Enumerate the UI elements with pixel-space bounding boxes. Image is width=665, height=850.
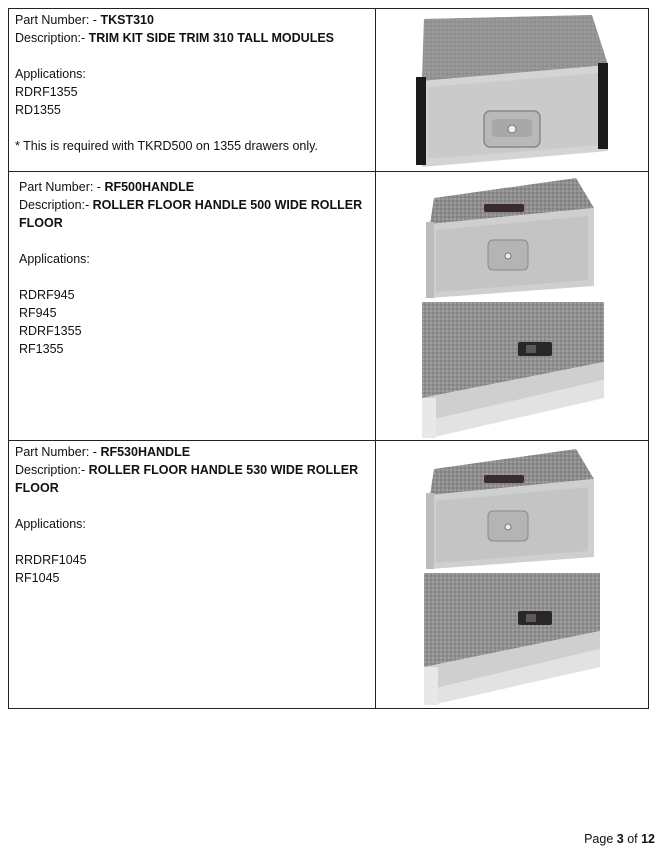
total-pages: 12 — [641, 832, 655, 846]
product-info-cell — [9, 441, 376, 709]
product-info — [9, 441, 375, 589]
description-value: ROLLER FLOOR HANDLE 500 WIDE ROLLER — [92, 198, 363, 212]
drawer-handle-photo — [426, 445, 596, 569]
product-image-cell — [376, 441, 649, 709]
application-item: RD1355 — [15, 103, 61, 117]
description-value-continued: FLOOR — [19, 216, 63, 230]
description-label: Description:- — [19, 198, 93, 212]
application-item: RF945 — [19, 306, 57, 320]
application-item: RF1045 — [15, 571, 60, 585]
applications-label: Applications: — [15, 67, 86, 81]
description-value-continued: FLOOR — [15, 481, 59, 495]
part-number-label: Part Number: - — [15, 445, 101, 459]
application-item: RDRF945 — [19, 288, 75, 302]
applications-label: Applications: — [15, 517, 86, 531]
description-label: Description:- — [15, 463, 89, 477]
part-number-line — [15, 443, 369, 461]
page-footer — [584, 832, 655, 846]
description-value: ROLLER FLOOR HANDLE 530 WIDE ROLLER — [88, 463, 359, 477]
parts-table — [8, 8, 649, 709]
page-of-label: of — [623, 832, 642, 846]
product-info — [9, 9, 375, 157]
part-number-label: Part Number: - — [19, 180, 105, 194]
product-note: * This is required with TKRD500 on 1355 drawers only. — [15, 139, 318, 153]
product-info — [9, 172, 375, 360]
part-number-value: RF530HANDLE — [100, 445, 191, 459]
part-number-value: TKST310 — [100, 13, 154, 27]
current-page: 3 — [616, 832, 624, 846]
part-number-line — [19, 178, 369, 196]
description-label: Description:- — [15, 31, 89, 45]
description-value: TRIM KIT SIDE TRIM 310 TALL MODULES — [88, 31, 335, 45]
product-image-cell — [376, 9, 649, 172]
description-line-continued — [15, 479, 369, 497]
product-image-cell — [376, 172, 649, 441]
description-line — [15, 461, 369, 479]
product-row-rf530handle — [9, 441, 649, 709]
page-label: Page — [584, 832, 617, 846]
application-item: RRDRF1045 — [15, 553, 87, 567]
description-line-continued — [19, 214, 369, 232]
part-number-label: Part Number: - — [15, 13, 101, 27]
product-info-cell — [9, 9, 376, 172]
handle-closeup-photo — [424, 573, 600, 705]
product-row-tkst310 — [9, 9, 649, 172]
product-row-rf500handle — [9, 172, 649, 441]
description-line — [15, 29, 369, 47]
part-number-line — [15, 11, 369, 29]
application-item: RF1355 — [19, 342, 64, 356]
part-number-value: RF500HANDLE — [104, 180, 195, 194]
tall-module-photo — [412, 11, 612, 167]
product-info-cell — [9, 172, 376, 441]
application-item: RDRF1355 — [19, 324, 82, 338]
description-line — [19, 196, 369, 214]
application-item: RDRF1355 — [15, 85, 78, 99]
applications-label: Applications: — [19, 252, 90, 266]
handle-closeup-photo — [422, 302, 604, 438]
drawer-handle-photo — [426, 174, 596, 298]
